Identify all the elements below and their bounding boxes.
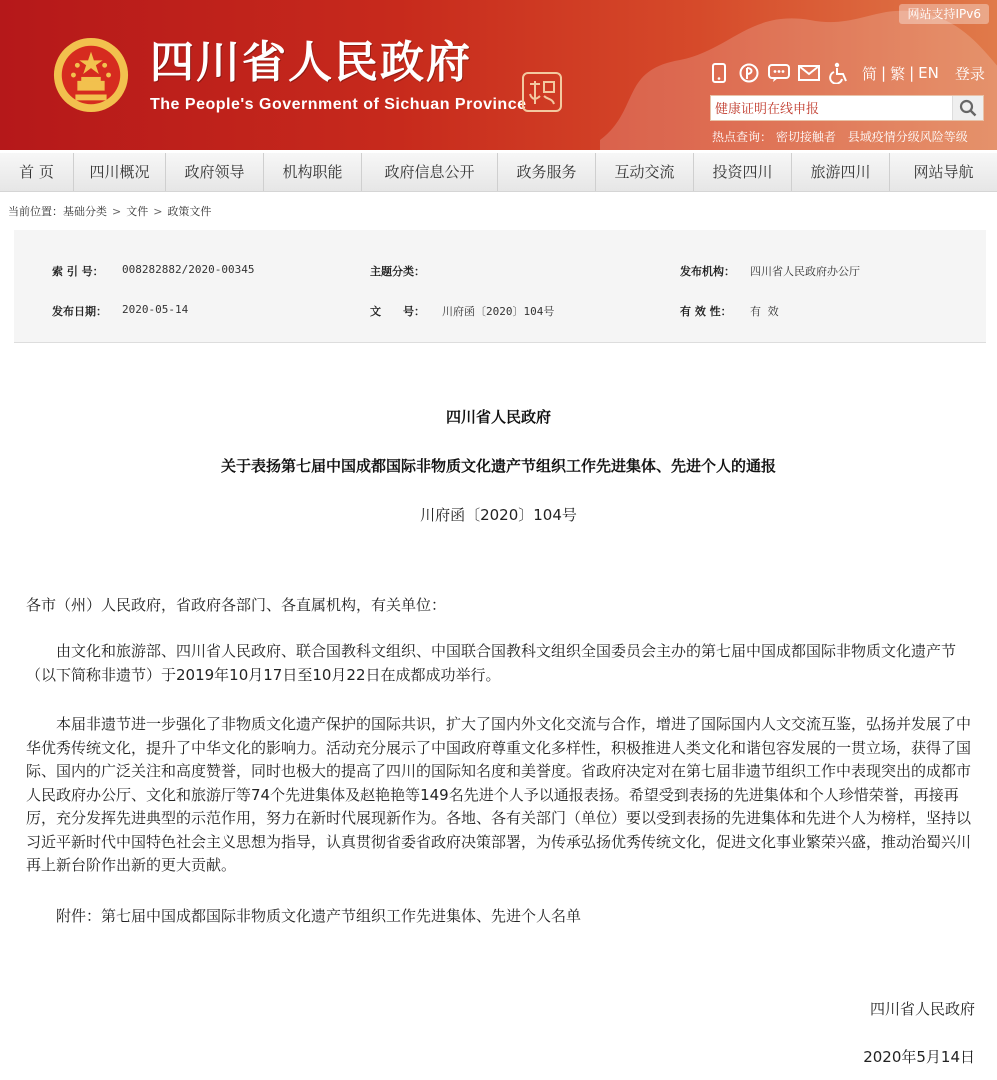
topic-label: 主题分类： <box>370 265 425 278</box>
header-toolbar <box>708 60 985 86</box>
nav-item-info-disclosure[interactable]: 政府信息公开 <box>362 153 498 191</box>
weibo-icon[interactable] <box>738 62 760 84</box>
site-subtitle: The People's Government of Sichuan Province <box>150 96 527 113</box>
breadcrumb-item[interactable]: 基础分类 <box>63 205 107 218</box>
site-title: 四川省人民政府 <box>150 37 472 88</box>
signature: 四川省人民政府 <box>869 1000 975 1018</box>
search-button[interactable] <box>952 96 983 120</box>
date-value: 2020-05-14 <box>122 303 189 316</box>
meta-table <box>14 230 986 342</box>
publisher-value: 四川省人民政府办公厅 <box>750 265 860 278</box>
nav-item-sitemap[interactable]: 网站导航 <box>913 163 974 181</box>
mobile-icon[interactable] <box>708 62 730 84</box>
nav-item-interaction[interactable]: 互动交流 <box>596 153 694 191</box>
chevron-right-icon: > <box>153 205 163 218</box>
ipv6-badge: 网站支持IPv6 <box>899 4 989 24</box>
nav-item-home[interactable]: 首 页 <box>0 153 74 191</box>
validity-value: 有 效 <box>750 305 779 318</box>
hot-link-close-contacts[interactable]: 密切接触者 <box>775 130 836 144</box>
document-number: 川府函〔2020〕104号 <box>420 506 577 524</box>
document-meta <box>14 230 986 343</box>
hot-link-county-risk[interactable]: 县域疫情分级风险等级 <box>847 130 968 144</box>
salutation: 各市（州）人民政府，省政府各部门、各直属机构，有关单位： <box>26 596 447 614</box>
breadcrumb-item[interactable]: 政策文件 <box>167 205 212 218</box>
date-label: 发布日期： <box>52 305 107 318</box>
lang-simplified[interactable]: 简 <box>862 64 878 83</box>
nav-item-overview[interactable]: 四川概况 <box>74 153 166 191</box>
search-box <box>710 95 984 121</box>
signature-date: 2020年5月14日 <box>863 1048 975 1066</box>
lang-divider: | <box>909 64 915 82</box>
article-title: 关于表扬第七届中国成都国际非物质文化遗产节组织工作先进集体、先进个人的通报 <box>220 457 776 475</box>
seal-logo <box>522 72 562 112</box>
paragraph-1: 由文化和旅游部、四川省人民政府、联合国教科文组织、中国联合国教科文组织全国委员会主办的第七届中国成都国际非物质文化遗产节（以下简称非遗节）于2019年10月17日至10月22日在成都成功举行。 <box>26 642 957 684</box>
lang-divider: | <box>881 64 887 82</box>
hot-queries <box>712 128 976 145</box>
accessibility-icon[interactable] <box>828 62 850 84</box>
breadcrumb <box>8 203 211 219</box>
nav-item-travel[interactable]: 旅游四川 <box>792 153 890 191</box>
language-switcher <box>862 63 939 84</box>
paragraph-2: 本届非遗节进一步强化了非物质文化遗产保护的国际共识，扩大了国内外文化交流与合作，增进了国际国内人文交流互鉴，弘扬并发展了中华优秀传统文化，提升了中华文化的影响力。活动充分展示了中国政府尊重文化多样性，积极推进人类文化和谐包容发展的一贯立场，获得了国际、国内的广泛关注和高度赞誉，同时也极大的提高了四川的国际知名度和美誉度。省政府决定对在第七届非遗节组织工作中表现突出的成都市人民政府办公厅、文化和旅游厅等74个先进集体及赵艳艳等149名先进个人予以通报表扬。希望受到表扬的先进集体和个人珍惜荣誉，再接再厉，充分发挥先进典型的示范作用，努力在新时代展现新作为。各地、各有关部门（单位）要以受到表扬的先进集体和先进个人为榜样，坚持以习近平新时代中国特色社会主义思想为指导，认真贯彻省委省政府决策部署，为传承弘扬优秀传统文化，促进文化事业繁荣兴盛，推动治蜀兴川再上新台阶作出新的更大贡献。 <box>26 715 972 874</box>
site-header <box>0 0 997 150</box>
validity-label: 有 效 性： <box>680 305 732 318</box>
docno-value: 川府函〔2020〕104号 <box>442 305 555 318</box>
nav-item-functions[interactable]: 机构职能 <box>264 153 362 191</box>
seal-glyph-icon <box>526 78 558 108</box>
main-nav <box>0 153 997 192</box>
national-emblem-icon <box>52 36 130 114</box>
search-icon <box>959 99 977 117</box>
issuing-organization: 四川省人民政府 <box>445 408 551 426</box>
wechat-icon[interactable] <box>768 62 790 84</box>
nav-item-invest[interactable]: 投资四川 <box>694 153 792 191</box>
attachment-link[interactable]: 附件：第七届中国成都国际非物质文化遗产节组织工作先进集体、先进个人名单 <box>56 907 582 925</box>
index-value: 008282882/2020-00345 <box>122 263 255 276</box>
mail-icon[interactable] <box>798 62 820 84</box>
nav-item-leaders[interactable]: 政府领导 <box>166 153 264 191</box>
breadcrumb-prefix: 当前位置： <box>8 205 63 218</box>
lang-english[interactable]: EN <box>918 64 939 82</box>
docno-label: 文 号： <box>370 305 425 318</box>
breadcrumb-item[interactable]: 文件 <box>126 205 149 218</box>
lang-traditional[interactable]: 繁 <box>890 64 906 83</box>
index-label: 索 引 号： <box>52 265 104 278</box>
chevron-right-icon: > <box>112 205 122 218</box>
nav-item-services[interactable]: 政务服务 <box>498 153 596 191</box>
publisher-label: 发布机构： <box>680 265 735 278</box>
hot-label: 热点查询： <box>712 130 773 144</box>
search-input[interactable] <box>713 98 953 120</box>
login-link[interactable]: 登录 <box>954 64 985 83</box>
